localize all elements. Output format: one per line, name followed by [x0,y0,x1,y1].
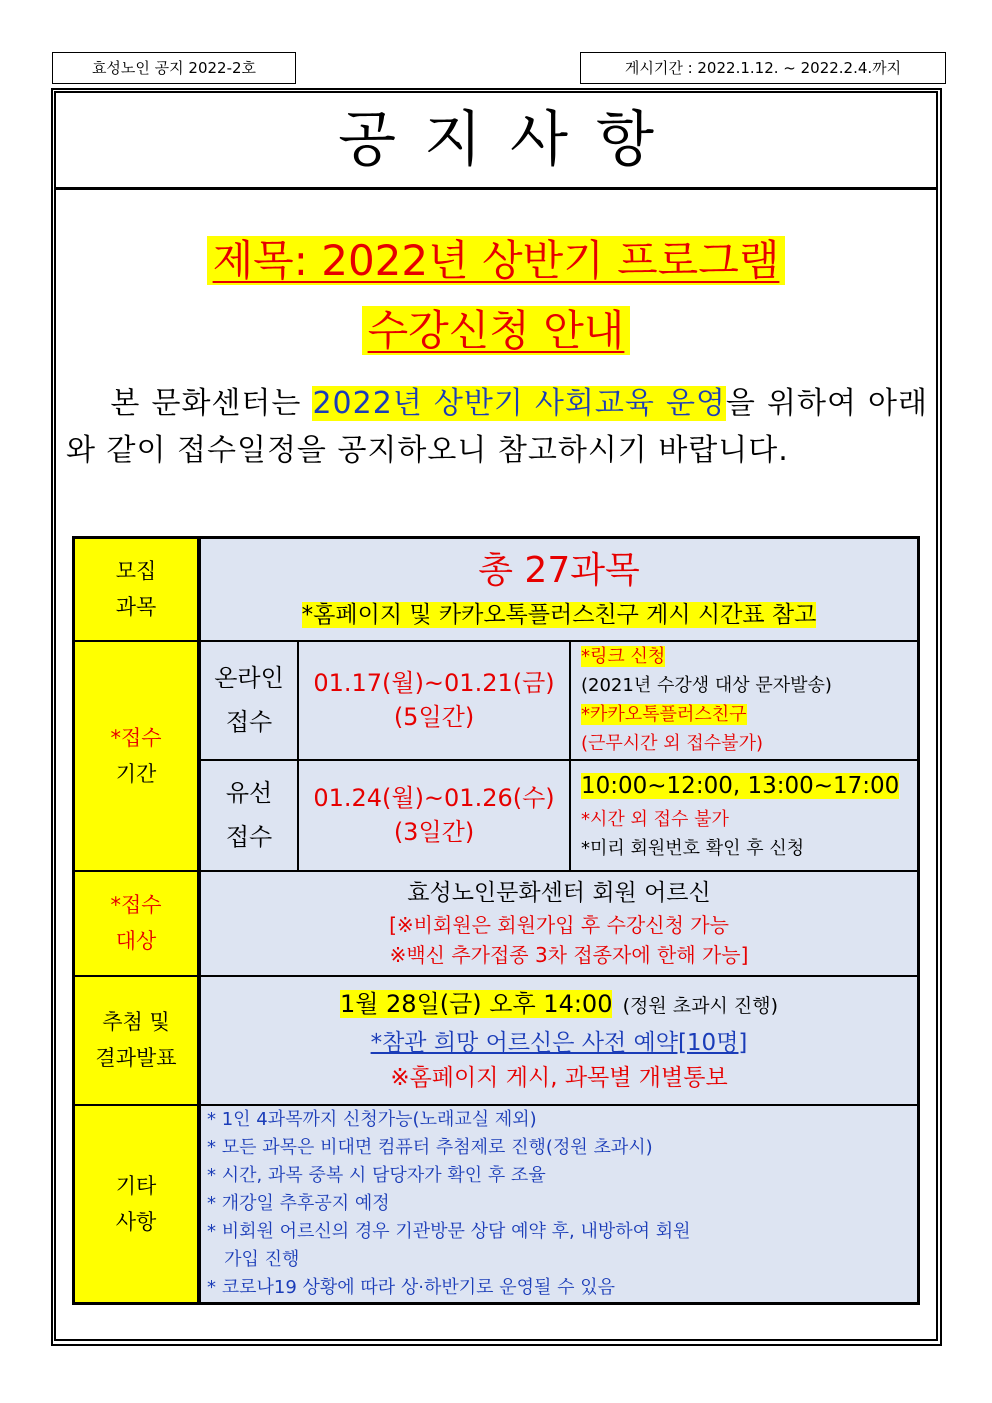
online-dates [298,641,570,760]
label-period [74,641,200,871]
online-label-1: 온라인 [214,664,284,692]
label-period-1: *접수 [110,725,162,750]
recruit-value [199,538,919,641]
etc-item: * 시간, 과목 중복 시 담당자가 확인 후 조율 [207,1164,546,1186]
online-note-2: (2021년 수강생 대상 문자발송) [581,675,832,696]
online-notes [570,641,919,760]
offline-days: (3일간) [393,818,475,846]
online-date-range: 01.17(월)~01.21(금) [313,669,555,697]
etc-item: * 개강일 추후공지 예정 [207,1192,390,1214]
online-label [199,641,298,760]
offline-date-range: 01.24(월)~01.26(수) [313,784,555,812]
subject-text-1: 제목: 2022년 상반기 프로그램 [207,236,786,285]
label-recruit-1: 모집 [115,559,157,584]
offline-note-1: *시간 외 접수 불가 [581,809,729,830]
label-etc-2: 사항 [115,1209,157,1234]
target-line-1: 효성노인문화센터 회원 어르신 [407,880,711,906]
label-target [74,871,200,976]
row-lottery [74,976,919,1105]
lottery-date-note: (정원 초과시 진행) [622,994,779,1017]
office-hours: 10:00~12:00, 13:00~17:00 [581,773,900,799]
label-target-1: *접수 [110,893,162,917]
timetable-note: *홈페이지 및 카카오톡플러스친구 게시 시간표 참고 [301,602,817,629]
target-line-2: [※비회원은 회원가입 후 수강신청 가능 [389,913,729,937]
offline-label-2: 접수 [225,823,273,851]
subject-text-2: 수강신청 안내 [362,306,631,355]
row-period-online [74,641,919,760]
label-target-2: 대상 [115,929,157,953]
etc-item: * 비회원 어르신의 경우 기관방문 상담 예약 후, 내방하여 회원 [207,1220,691,1242]
online-label-2: 접수 [225,708,273,736]
label-period-2: 기간 [115,761,157,786]
online-note-4: (근무시간 외 접수불가) [581,733,763,754]
label-recruit [74,538,200,641]
result-notice: ※홈페이지 게시, 과목별 개별통보 [390,1064,728,1091]
intro-highlight: 2022년 상반기 사회교육 운영 [312,386,726,421]
etc-value [199,1105,919,1304]
label-lottery-1: 추첨 및 [102,1010,170,1034]
online-note-3: *카카오톡플러스친구 [581,704,747,725]
offline-dates [298,760,570,871]
notice-number: 효성노인 공지 2022-2호 [52,52,296,84]
intro-part-2: 을 위하여 아래와 같이 접수일정을 공지하오니 참고하시기 바랍니다. [66,386,928,468]
online-days: (5일간) [393,703,475,731]
row-target [74,871,919,976]
etc-item: * 코로나19 상황에 따라 상·하반기로 운영될 수 있음 [207,1276,616,1298]
row-etc [74,1105,919,1304]
title-box [54,91,938,189]
etc-item: * 모든 과목은 비대면 컴퓨터 추첨제로 진행(정원 초과시) [207,1136,653,1158]
offline-note-2: *미리 회원번호 확인 후 신청 [581,838,805,859]
subject-line-1 [56,228,936,288]
label-lottery-2: 결과발표 [95,1046,177,1070]
row-recruit [74,538,919,641]
label-etc-1: 기타 [115,1173,157,1198]
label-etc [74,1105,200,1304]
etc-item: * 1인 4과목까지 신청가능(노래교실 제외) [207,1108,537,1130]
subject-line-2 [56,298,936,358]
subject-count: 총 27과목 [478,550,640,592]
online-note-1: *링크 신청 [581,646,666,667]
label-recruit-2: 과목 [115,595,157,620]
offline-label [199,760,298,871]
intro-part-1: 본 문화센터는 [110,386,313,421]
lottery-value [199,976,919,1105]
row-period-offline [74,760,919,871]
intro-paragraph [66,380,928,474]
etc-item: 가입 진행 [207,1248,300,1270]
attendance-reservation: *참관 희망 어르신은 사전 예약[10명] [370,1029,748,1056]
offline-notes [570,760,919,871]
info-table [72,536,920,1305]
target-line-3: ※백신 추가접종 3차 접종자에 한해 가능] [389,943,749,967]
offline-label-1: 유선 [225,779,273,807]
label-lottery [74,976,200,1105]
page-title: 공지사항 [338,105,682,175]
target-value [199,871,919,976]
lottery-date: 1월 28일(금) 오후 14:00 [339,989,613,1018]
posting-period: 게시기간 : 2022.1.12. ~ 2022.2.4.까지 [580,52,946,84]
